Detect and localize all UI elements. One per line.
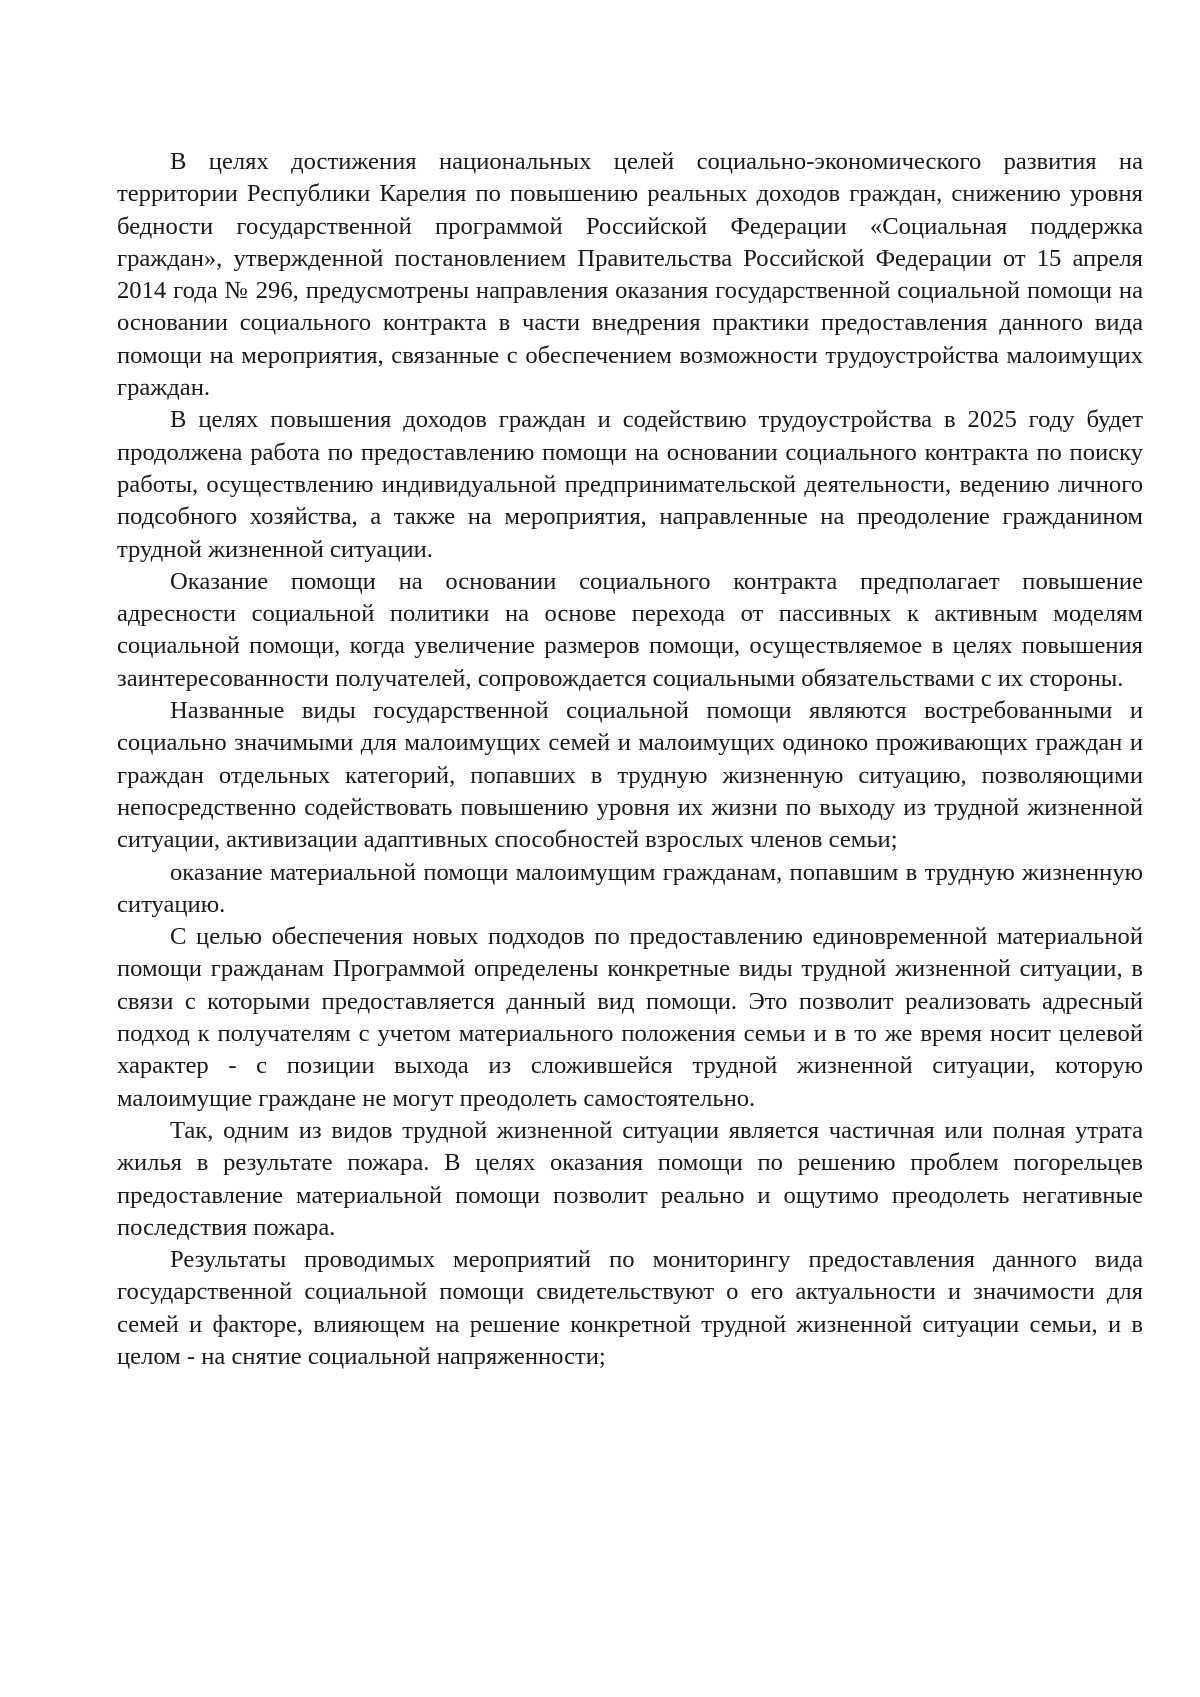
paragraph: С целью обеспечения новых подходов по предоставлению единовременной материальной помощи гражданам Программой определены конкретные виды трудной жизненной ситуации, в связи с которыми предоставляется данный вид помощи. Это позволит реализовать адресный подход к получателям с учетом материального положения семьи и в то же время носит целевой характер - с позиции выхода из сложившейся трудной жизненной ситуации, которую малоимущие граждане не могут преодолеть самостоятельно.: [117, 923, 1143, 1112]
document-body: [117, 146, 1143, 1373]
paragraph: В целях достижения национальных целей социально-экономического развития на территории Республики Карелия по повышению реальных доходов граждан, снижению уровня бедности государственной программой Российской Федерации «Социальная поддержка граждан», утвержденной постановлением Правительства Российской Федерации от 15 апреля 2014 года № 296, предусмотрены направления оказания государственной социальной помощи на основании социального контракта в части внедрения практики предоставления данного вида помощи на мероприятия, связанные с обеспечением возможности трудоустройства малоимущих граждан.: [117, 148, 1143, 402]
paragraph: Названные виды государственной социальной помощи являются востребованными и социально значимыми для малоимущих семей и малоимущих одиноко проживающих граждан и граждан отдельных категорий, попавших в трудную жизненную ситуацию, позволяющими непосредственно содействовать повышению уровня их жизни по выходу из трудной жизненной ситуации, активизации адаптивных способностей взрослых членов семьи;: [117, 697, 1143, 854]
paragraph: оказание материальной помощи малоимущим гражданам, попавшим в трудную жизненную ситуацию.: [117, 858, 1143, 918]
paragraph: В целях повышения доходов граждан и содействию трудоустройства в 2025 году будет продолжена работа по предоставлению помощи на основании социального контракта по поиску работы, осуществлению индивидуальной предпринимательской деятельности, ведению личного подсобного хозяйства, а также на мероприятия, направленные на преодоление гражданином трудной жизненной ситуации.: [117, 406, 1143, 563]
paragraph: Оказание помощи на основании социального контракта предполагает повышение адресности социальной политики на основе перехода от пассивных к активным моделям социальной помощи, когда увеличение размеров помощи, осуществляемое в целях повышения заинтересованности получателей, сопровождается социальными обязательствами с их стороны.: [117, 567, 1143, 692]
paragraph: Результаты проводимых мероприятий по мониторингу предоставления данного вида государственной социальной помощи свидетельствуют о его актуальности и значимости для семей и факторе, влияющем на решение конкретной трудной жизненной ситуации семьи, и в целом - на снятие социальной напряженности;: [117, 1246, 1143, 1370]
paragraph: Так, одним из видов трудной жизненной ситуации является частичная или полная утрата жилья в результате пожара. В целях оказания помощи по решению проблем погорельцев предоставление материальной помощи позволит реально и ощутимо преодолеть негативные последствия пожара.: [117, 1116, 1143, 1241]
